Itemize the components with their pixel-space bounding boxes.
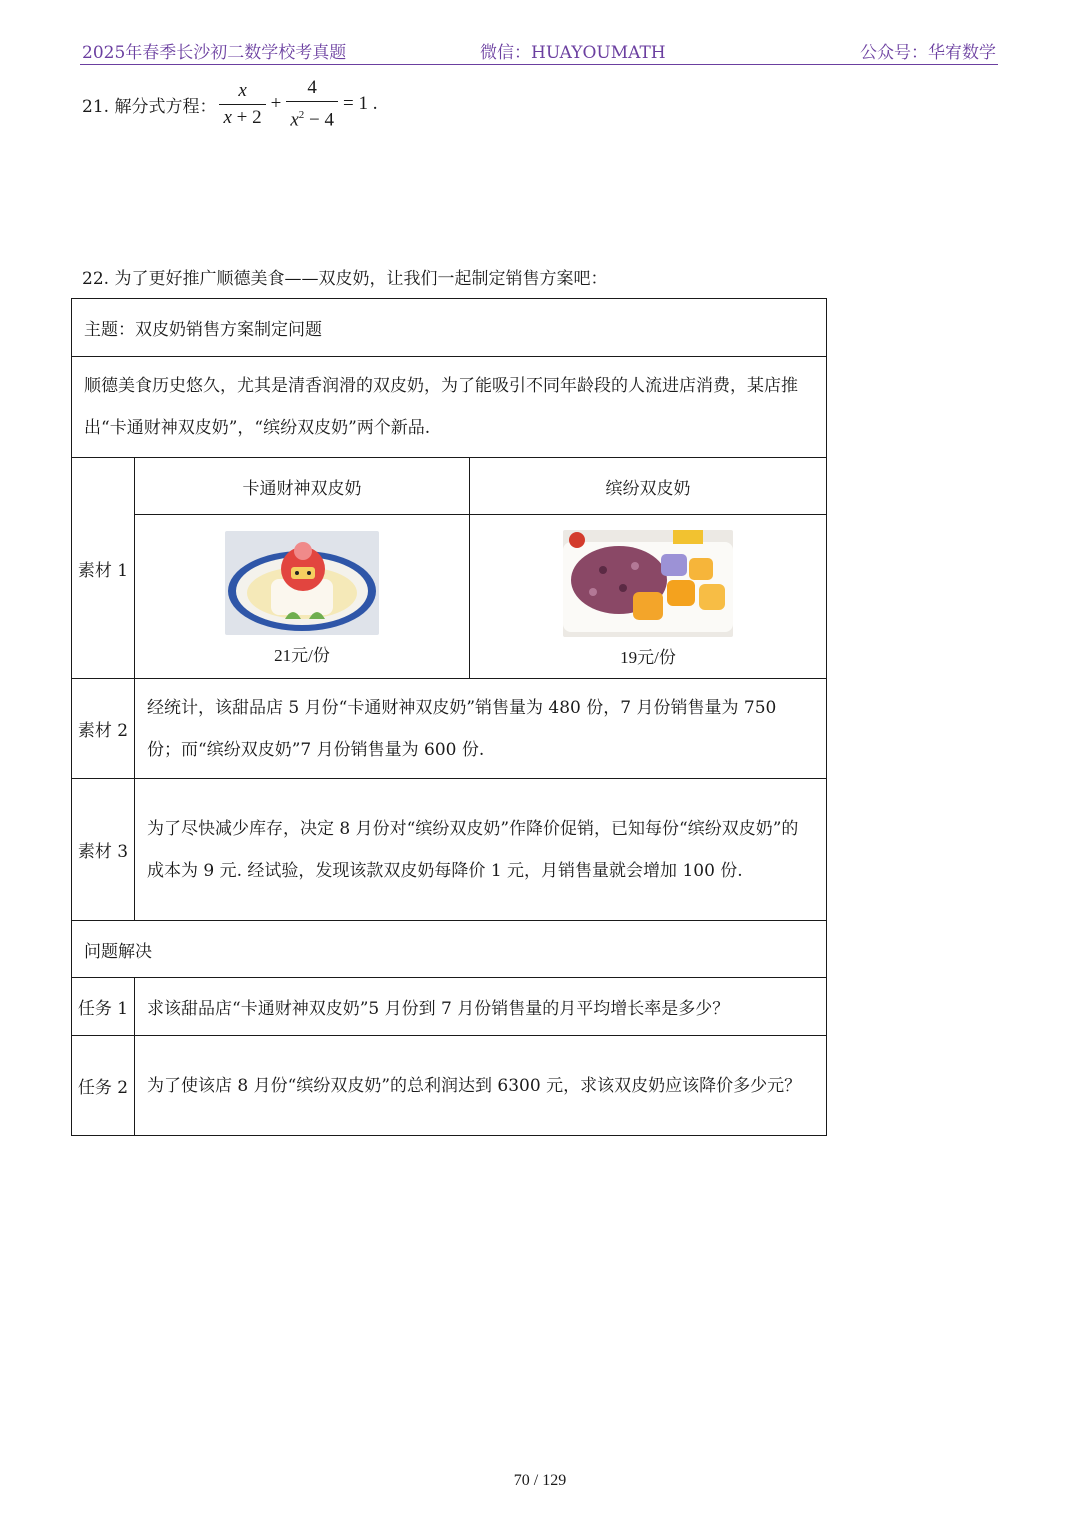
frac2-den-rest: − 4 [304,109,334,131]
fraction-2 [286,78,338,130]
product-b-name: 缤纷双皮奶 [470,458,827,515]
material3-label: 素材 3 [72,779,135,921]
problem-heading: 问题解决 [72,921,827,978]
colorful-pudding-image [563,530,733,637]
frac2-den-var: x [290,109,299,131]
header-exam-title: 2025年春季长沙初二数学校考真题 [82,43,347,63]
plus-sign: + [270,93,282,114]
material1-label: 素材 1 [72,458,135,679]
material3-text: 为了尽快减少库存，决定 8 月份对“缤纷双皮奶”作降价促销，已知每份“缤纷双皮奶”的成本为 9 元. 经试验，发现该款双皮奶每降价 1 元，月销售量就会增加 100 份. [135,779,827,921]
cartoon-pudding-image [225,531,379,635]
frac2-numerator: 4 [307,76,317,98]
task1-text: 求该甜品店“卡通财神双皮奶”5 月份到 7 月份销售量的月平均增长率是多少？ [135,978,827,1036]
page-number: 70 / 129 [513,1472,567,1489]
intro-cell: 顺德美食历史悠久，尤其是清香润滑的双皮奶，为了能吸引不同年龄段的人流进店消费，某店推出“卡通财神双皮奶”，“缤纷双皮奶”两个新品. [72,357,827,458]
theme-cell: 主题：双皮奶销售方案制定问题 [72,299,827,357]
fraction-1 [219,81,265,128]
material2-text: 经统计，该甜品店 5 月份“卡通财神双皮奶”销售量为 480 份，7 月份销售量为 750 份；而“缤纷双皮奶”7 月份销售量为 600 份. [135,679,827,779]
frac1-numerator: x [238,79,247,101]
product-a-price: 21元/份 [274,646,330,665]
task2-text: 为了使该店 8 月份“缤纷双皮奶”的总利润达到 6300 元，求该双皮奶应该降价多少元？ [135,1036,827,1136]
sales-plan-table [71,298,827,1136]
task2-label: 任务 2 [72,1036,135,1136]
header-account: 公众号：华宥数学 [860,43,996,63]
equation-rhs: = 1 . [342,93,378,114]
product-b-price: 19元/份 [620,647,676,667]
header-wechat: 微信：HUAYOUMATH [480,43,666,63]
product-a-cell [135,515,470,679]
frac1-den-rest: + 2 [231,106,262,128]
question-21 [82,76,379,132]
frac2-den-exponent: 2 [298,108,305,121]
product-b-cell [470,515,827,679]
material2-label: 素材 2 [72,679,135,779]
product-a-name: 卡通财神双皮奶 [135,458,470,515]
question-22-title: 22. 为了更好推广顺德美食——双皮奶，让我们一起制定销售方案吧： [82,269,608,289]
page-header [80,36,998,65]
q21-prefix: 21. 解分式方程： [82,96,217,117]
frac1-den-var: x [223,106,232,128]
task1-label: 任务 1 [72,978,135,1036]
